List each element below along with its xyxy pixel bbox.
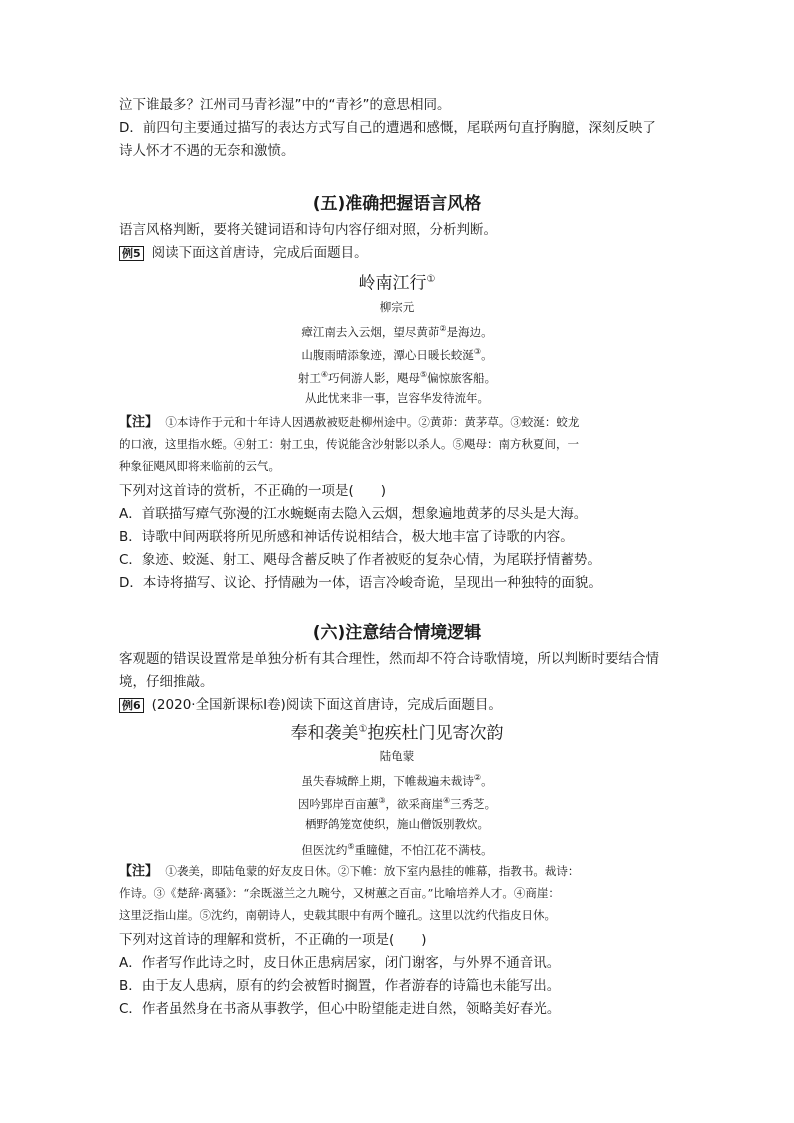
question6-option-c: C．作者虽然身在书斋从事教学，但心中盼望能走进自然，领略美好春光。: [119, 1001, 561, 1017]
poem6-title-text: 奉和袭美: [290, 723, 359, 744]
poem6-note-line: [119, 862, 679, 881]
verse-text: 。: [481, 773, 493, 788]
poem6-verse: [0, 838, 794, 859]
verse-note-mark: ④: [320, 370, 328, 379]
question5-option-a: A．首联描写瘴气弥漫的江水蜿蜒南去隐入云烟，想象遍地黄茅的尽头是大海。: [119, 506, 588, 522]
poem6-title: [0, 718, 794, 746]
verse-text: 射工: [297, 370, 321, 385]
verse-text: 从此忧来非一事，岂容华发待流年。: [305, 391, 489, 405]
verse-text: 虽失春城醉上期，下帷裁遍未裁诗: [301, 773, 474, 788]
verse-note-mark: ③: [378, 796, 386, 805]
example6-badge: 例6: [119, 698, 144, 713]
question5-option-b: B．诗歌中间两联将所见所感和神话传说相结合，极大地丰富了诗歌的内容。: [119, 529, 574, 545]
verse-text: 是海边。: [446, 324, 493, 339]
poem5-note-line: [119, 413, 679, 432]
poem5-verse: [0, 389, 794, 407]
poem5-title: [0, 268, 794, 296]
poem5-title-text: 岭南江行: [358, 273, 427, 294]
verse-text: 山腹雨晴添象迹，潭心日暖长蛟涎: [301, 347, 474, 362]
intro-line: 泣下谁最多？江州司马青衫湿”中的“青衫”的意思相同。: [119, 97, 451, 113]
verse-text: 但医沈约: [301, 842, 348, 857]
poem5-verse: [0, 366, 794, 387]
poem5-verse: [0, 343, 794, 364]
option-d-line2: 诗人怀才不遇的无奈和激愤。: [119, 143, 295, 159]
verse-text: 重瞳健，不怕江花不满枝。: [354, 842, 493, 857]
verse-note-mark: ②: [439, 324, 447, 333]
poem6-verse: [0, 792, 794, 813]
section6-heading: (六)注意结合情境逻辑: [312, 623, 482, 643]
note-text: ①本诗作于元和十年诗人因遇赦被贬赴柳州途中。②黄茆：黄茅草。③蛟涎：蛟龙: [165, 415, 580, 429]
poem6-note-line: 这里泛指山崖。⑤沈约，南朝诗人，史载其眼中有两个瞳孔。这里以沈约代指皮日休。: [119, 908, 556, 922]
verse-text: 瘴江南去入云烟，望尽黄茆: [301, 324, 440, 339]
poem6-title-mark: ①: [358, 724, 368, 735]
example6-text: (2020·全国新课标Ⅰ卷)阅读下面这首唐诗，完成后面题目。: [151, 697, 502, 713]
question6: 下列对这首诗的理解和赏析，不正确的一项是( ): [119, 932, 427, 948]
poem5-verse: [0, 320, 794, 341]
verse-text: 偏惊旅客船。: [427, 370, 497, 385]
question6-option-b: B．由于友人患病，原有的约会被暂时搁置，作者游春的诗篇也未能写出。: [119, 978, 561, 994]
example5-text: 阅读下面这首唐诗，完成后面题目。: [151, 245, 368, 261]
verse-text: ，欲采商崖: [385, 796, 443, 811]
verse-text: 因吟郢岸百亩蕙: [297, 796, 379, 811]
verse-text: 三秀芝。: [450, 796, 497, 811]
verse-note-mark: ⑤: [347, 842, 355, 851]
poem5-note-line: 种象征飓风即将来临前的云气。: [119, 459, 280, 473]
question6-option-a: A．作者写作此诗之时，皮日休正患病居家，闭门谢客，与外界不通音讯。: [119, 955, 561, 971]
example5-line: [119, 243, 368, 263]
verse-text: 栖野鸽笼宽使织，施山僧饭别教炊。: [305, 817, 489, 831]
verse-note-mark: ③: [473, 347, 482, 356]
question5-option-d: D．本诗将描写、议论、抒情融为一体，语言冷峻奇诡，呈现出一种独特的面貌。: [119, 575, 602, 591]
section5-desc: 语言风格判断，要将关键词语和诗句内容仔细对照，分析判断。: [119, 222, 497, 238]
poem5-note-line: 的口液，这里指水蛭。④射工：射工虫，传说能含沙射影以杀人。⑤飓母：南方秋夏间，一: [119, 437, 579, 451]
verse-note-mark: ②: [473, 773, 482, 782]
verse-note-mark: ⑤: [420, 370, 428, 379]
section6-desc-line2: 境，仔细推敲。: [119, 674, 214, 690]
option-d-line1: D．前四句主要通过描写的表达方式写自己的遭遇和感慨，尾联两句直抒胸臆，深刻反映了: [119, 120, 656, 136]
poem6-author: 陆龟蒙: [379, 749, 415, 763]
question5-option-c: C．象迹、蛟涎、射工、飓母含蓄反映了作者被贬的复杂心情，为尾联抒情蓄势。: [119, 552, 601, 568]
poem6-verse: [0, 815, 794, 833]
question5: 下列对这首诗的赏析，不正确的一项是( ): [119, 483, 387, 499]
verse-text: 。: [481, 347, 493, 362]
poem6-title-text: 抱疾杜门见寄次韵: [367, 723, 504, 744]
verse-note-mark: ④: [443, 796, 451, 805]
note-label: 【注】: [119, 864, 159, 879]
poem5-title-mark: ①: [426, 274, 436, 285]
poem5-author: 柳宗元: [379, 300, 415, 314]
verse-text: 巧伺游人影，飓母: [328, 370, 420, 385]
section5-heading: (五)准确把握语言风格: [312, 194, 482, 214]
poem6-note-line: 作诗。③《楚辞·离骚》：“余既滋兰之九畹兮，又树蕙之百亩。”比喻培养人才。④商崖：: [119, 886, 560, 900]
note-label: 【注】: [119, 415, 159, 430]
poem6-verse: [0, 769, 794, 790]
section6-desc-line1: 客观题的错误设置常是单独分析有其合理性，然而却不符合诗歌情境，所以判断时要结合情: [119, 651, 659, 667]
example6-line: [119, 695, 502, 715]
example5-badge: 例5: [119, 246, 144, 261]
note-text: ①袭美，即陆龟蒙的好友皮日休。②下帷：放下室内悬挂的帷幕，指教书。裁诗：: [165, 864, 580, 878]
